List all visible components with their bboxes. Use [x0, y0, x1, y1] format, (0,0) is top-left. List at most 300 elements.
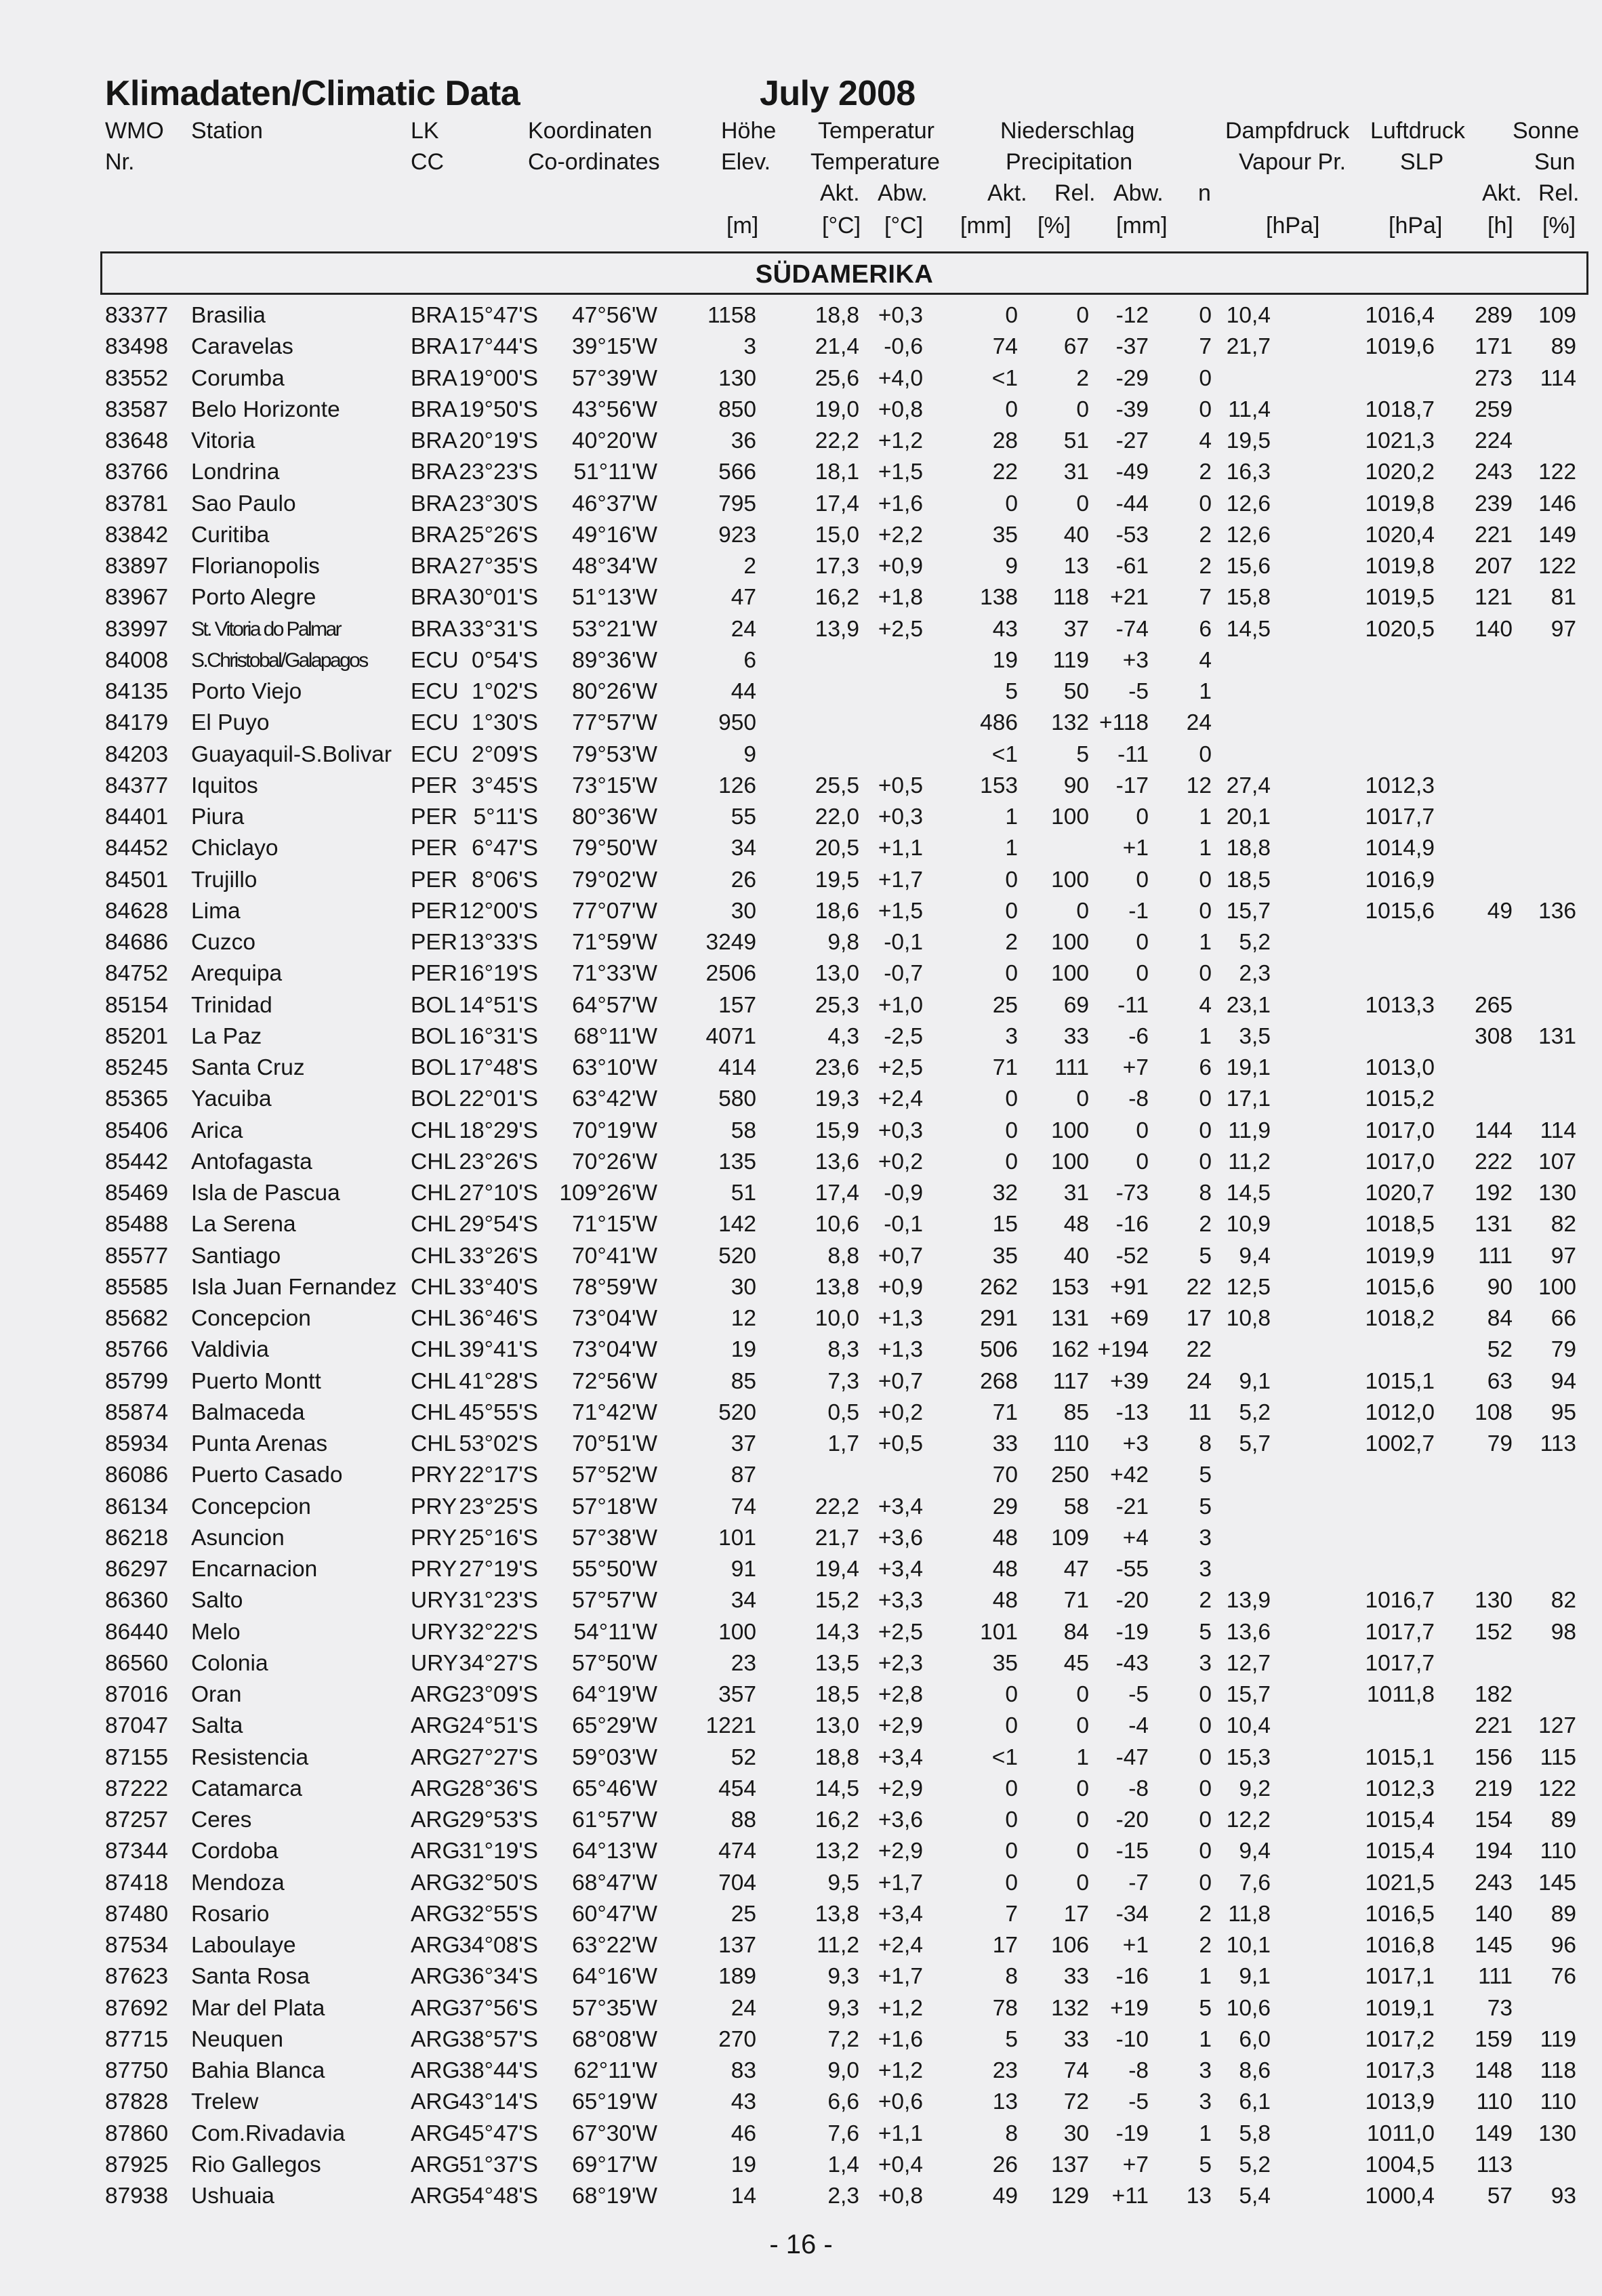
temp-deviation: -0,1: [884, 1212, 923, 1237]
station-name: Trelew: [191, 2089, 259, 2115]
sea-level-pressure: 1016,7: [1365, 1588, 1435, 1614]
elevation: 25: [731, 1901, 756, 1927]
precip-days: 0: [1199, 867, 1212, 893]
precip-actual: 74: [992, 334, 1018, 360]
station-name: St. Vitoria do Palmar: [191, 617, 340, 640]
sun-relative: 81: [1550, 585, 1576, 611]
precip-relative: 85: [1063, 1399, 1089, 1425]
station-name: Porto Viejo: [191, 679, 302, 704]
latitude: 17°48'S: [459, 1055, 538, 1080]
precip-deviation: -12: [1115, 303, 1149, 328]
precip-actual: 8: [1005, 1964, 1018, 1990]
precip-relative: 72: [1063, 2089, 1089, 2115]
precip-deviation: 0: [1136, 961, 1149, 987]
table-row: [0, 676, 1602, 708]
sun-relative: 95: [1550, 1399, 1576, 1425]
temp-deviation: +2,5: [878, 1055, 923, 1080]
table-row: [0, 1836, 1602, 1867]
precip-days: 0: [1199, 961, 1212, 987]
temp-deviation: +0,5: [878, 1431, 923, 1456]
sun-actual: 140: [1475, 1901, 1513, 1927]
table-row: [0, 1710, 1602, 1742]
longitude: 70°51'W: [572, 1431, 657, 1456]
latitude: 3°45'S: [471, 773, 538, 798]
vapour-pressure: 13,9: [1226, 1588, 1271, 1614]
temp-actual: 14,3: [815, 1619, 859, 1645]
sun-actual: 221: [1475, 1713, 1513, 1739]
precip-deviation: -55: [1115, 1557, 1149, 1582]
sun-actual: 154: [1475, 1807, 1513, 1832]
station-name: S.Christobal/Galapagos: [191, 649, 367, 672]
sea-level-pressure: 1020,5: [1365, 616, 1435, 642]
table-row: [0, 363, 1602, 394]
wmo-number: 86440: [105, 1619, 169, 1645]
vapour-pressure: 11,8: [1228, 1901, 1271, 1927]
vapour-pressure: 10,9: [1226, 1212, 1271, 1237]
header-prec-rel: Rel.: [1054, 180, 1096, 206]
precip-relative: 0: [1076, 491, 1089, 516]
temp-deviation: +3,4: [878, 1901, 923, 1927]
vapour-pressure: 5,7: [1239, 1431, 1271, 1456]
latitude: 38°57'S: [459, 2026, 538, 2052]
precip-actual: 262: [980, 1274, 1018, 1300]
sun-actual: 110: [1476, 2089, 1513, 2115]
station-name: Isla Juan Fernandez: [191, 1274, 397, 1300]
elevation: 43: [731, 2089, 756, 2115]
elevation: 157: [718, 992, 756, 1018]
temp-actual: 9,5: [827, 1870, 859, 1895]
precip-actual: 153: [980, 773, 1018, 798]
header-vapour: Vapour Pr.: [1239, 149, 1347, 175]
table-row: [0, 1334, 1602, 1366]
temp-actual: 18,6: [815, 898, 859, 924]
precip-deviation: -19: [1115, 2120, 1149, 2146]
sun-relative: 118: [1540, 2058, 1576, 2083]
precip-relative: 58: [1063, 1494, 1089, 1519]
elevation: 47: [731, 585, 756, 611]
temp-deviation: +3,6: [878, 1807, 923, 1832]
station-name: Santa Rosa: [191, 1964, 310, 1990]
wmo-number: 83377: [105, 303, 169, 328]
elevation: 51: [731, 1181, 756, 1206]
station-name: Antofagasta: [191, 1149, 312, 1174]
latitude: 13°33'S: [459, 930, 538, 955]
elevation: 189: [718, 1964, 756, 1990]
table-row: [0, 2087, 1602, 2118]
elevation: 130: [718, 365, 756, 391]
station-name: Balmaceda: [191, 1399, 305, 1425]
precip-deviation: -11: [1117, 741, 1149, 767]
latitude: 19°00'S: [459, 365, 538, 391]
table-row: [0, 833, 1602, 864]
table-row: [0, 1930, 1602, 1961]
precip-actual: <1: [991, 741, 1018, 767]
country-code: ARG: [411, 2152, 460, 2177]
latitude: 38°44'S: [459, 2058, 538, 2083]
country-code: ARG: [411, 2120, 460, 2146]
precip-deviation: -16: [1115, 1964, 1149, 1990]
longitude: 78°59'W: [572, 1274, 657, 1300]
sun-actual: 289: [1475, 303, 1513, 328]
sea-level-pressure: 1013,3: [1365, 992, 1435, 1018]
precip-deviation: +1: [1122, 1933, 1149, 1958]
station-name: Puerto Casado: [191, 1462, 343, 1488]
header-sun: Sun: [1534, 149, 1576, 175]
table-row: [0, 1648, 1602, 1679]
sea-level-pressure: 1015,6: [1365, 1274, 1435, 1300]
country-code: ARG: [411, 1713, 460, 1739]
wmo-number: 84008: [105, 647, 169, 673]
vapour-pressure: 10,8: [1226, 1306, 1271, 1331]
sun-actual: 259: [1475, 396, 1513, 422]
latitude: 23°09'S: [459, 1682, 538, 1707]
sun-relative: 76: [1550, 1964, 1576, 1990]
sun-relative: 82: [1550, 1212, 1576, 1237]
sea-level-pressure: 1015,1: [1365, 1744, 1435, 1770]
station-name: Mendoza: [191, 1870, 285, 1895]
temp-actual: 25,6: [815, 365, 859, 391]
elevation: 101: [718, 1525, 756, 1551]
country-code: ARG: [411, 2058, 460, 2083]
temp-actual: 16,2: [815, 585, 859, 611]
latitude: 5°11'S: [473, 804, 538, 829]
sun-relative: 145: [1538, 1870, 1576, 1895]
table-row: [0, 1961, 1602, 1992]
country-code: ECU: [411, 741, 459, 767]
unit-prec-abw: [mm]: [1116, 213, 1168, 239]
precip-days: 0: [1199, 365, 1212, 391]
sea-level-pressure: 1017,2: [1365, 2026, 1435, 2052]
wmo-number: 83842: [105, 522, 169, 548]
sun-actual: 265: [1475, 992, 1513, 1018]
precip-deviation: -8: [1128, 1776, 1149, 1801]
precip-days: 0: [1199, 1149, 1212, 1174]
precip-days: 0: [1199, 1839, 1212, 1864]
country-code: PRY: [411, 1462, 457, 1488]
temp-deviation: +2,2: [878, 522, 923, 548]
longitude: 57°18'W: [572, 1494, 657, 1519]
precip-relative: 153: [1051, 1274, 1089, 1300]
precip-relative: 40: [1063, 522, 1089, 548]
temp-actual: 9,8: [827, 930, 859, 955]
precip-days: 4: [1199, 428, 1212, 453]
precip-relative: 0: [1076, 1870, 1089, 1895]
sun-actual: 113: [1476, 2152, 1513, 2177]
country-code: PER: [411, 867, 457, 893]
temp-actual: 13,2: [815, 1839, 859, 1864]
temp-deviation: +3,4: [878, 1494, 923, 1519]
table-row: [0, 1021, 1602, 1052]
temp-actual: 17,4: [815, 1181, 859, 1206]
sun-actual: 130: [1475, 1588, 1513, 1614]
wmo-number: 85585: [105, 1274, 169, 1300]
sun-relative: 79: [1550, 1337, 1576, 1363]
country-code: PRY: [411, 1525, 457, 1551]
wmo-number: 87418: [105, 1870, 169, 1895]
longitude: 60°47'W: [572, 1901, 657, 1927]
vapour-pressure: 6,0: [1239, 2026, 1271, 2052]
header-temp-abw: Abw.: [878, 180, 928, 206]
latitude: 32°22'S: [459, 1619, 538, 1645]
precip-days: 1: [1199, 2120, 1212, 2146]
precip-actual: 33: [992, 1431, 1018, 1456]
elevation: 55: [731, 804, 756, 829]
vapour-pressure: 12,5: [1226, 1274, 1271, 1300]
elevation: 1158: [707, 303, 756, 328]
station-name: Sao Paulo: [191, 491, 296, 516]
longitude: 55°50'W: [572, 1557, 657, 1582]
station-name: Trujillo: [191, 867, 258, 893]
precip-days: 24: [1186, 710, 1212, 736]
precip-deviation: -4: [1128, 1713, 1149, 1739]
table-row: [0, 645, 1602, 676]
country-code: BRA: [411, 585, 457, 611]
precip-actual: 78: [992, 1995, 1018, 2021]
precip-relative: 90: [1063, 773, 1089, 798]
sun-relative: 113: [1540, 1431, 1576, 1456]
precip-deviation: +19: [1110, 1995, 1149, 2021]
latitude: 27°27'S: [459, 1744, 538, 1770]
vapour-pressure: 10,4: [1226, 303, 1271, 328]
latitude: 16°19'S: [459, 961, 538, 987]
precip-deviation: +118: [1099, 710, 1149, 736]
precip-actual: 291: [980, 1306, 1018, 1331]
precip-actual: 101: [980, 1619, 1018, 1645]
table-row: [0, 2150, 1602, 2181]
longitude: 65°46'W: [572, 1776, 657, 1801]
sun-actual: 84: [1487, 1306, 1513, 1331]
precip-relative: 33: [1063, 1023, 1089, 1049]
precip-days: 0: [1199, 1807, 1212, 1832]
elevation: 520: [718, 1399, 756, 1425]
sun-relative: 122: [1538, 459, 1576, 485]
country-code: CHL: [411, 1399, 457, 1425]
sea-level-pressure: 1015,4: [1365, 1839, 1435, 1864]
vapour-pressure: 10,4: [1226, 1713, 1271, 1739]
sun-relative: 89: [1550, 1807, 1576, 1832]
temp-actual: 14,5: [815, 1776, 859, 1801]
precip-relative: 47: [1063, 1557, 1089, 1582]
latitude: 19°50'S: [459, 396, 538, 422]
elevation: 23: [731, 1650, 756, 1676]
sea-level-pressure: 1017,7: [1365, 804, 1435, 829]
temp-deviation: +1,8: [878, 585, 923, 611]
precip-relative: 1: [1076, 1744, 1089, 1770]
country-code: BRA: [411, 334, 457, 360]
precip-actual: 486: [980, 710, 1018, 736]
precip-relative: 117: [1052, 1368, 1089, 1394]
elevation: 91: [731, 1557, 756, 1582]
wmo-number: 84401: [105, 804, 169, 829]
station-name: Concepcion: [191, 1494, 311, 1519]
latitude: 31°19'S: [459, 1839, 538, 1864]
temp-deviation: +0,8: [878, 396, 923, 422]
document-title: Klimadaten/Climatic Data: [105, 74, 520, 113]
wmo-number: 87222: [105, 1776, 169, 1801]
wmo-number: 84179: [105, 710, 169, 736]
temp-actual: 8,8: [827, 1243, 859, 1269]
header-wmo: WMO: [105, 118, 164, 144]
temp-actual: 13,5: [815, 1650, 859, 1676]
temp-deviation: +2,5: [878, 1619, 923, 1645]
station-name: Ushuaia: [191, 2184, 274, 2209]
longitude: 64°57'W: [572, 992, 657, 1018]
vapour-pressure: 9,4: [1239, 1839, 1271, 1864]
temp-deviation: +1,3: [878, 1337, 923, 1363]
table-row: [0, 1993, 1602, 2024]
elevation: 83: [731, 2058, 756, 2083]
precip-actual: 0: [1005, 491, 1018, 516]
vapour-pressure: 5,2: [1239, 1399, 1271, 1425]
latitude: 27°19'S: [459, 1557, 538, 1582]
sea-level-pressure: 1019,9: [1365, 1243, 1435, 1269]
precip-deviation: +7: [1122, 1055, 1149, 1080]
precip-deviation: +69: [1110, 1306, 1149, 1331]
wmo-number: 83498: [105, 334, 169, 360]
precip-days: 5: [1199, 1494, 1212, 1519]
elevation: 14: [731, 2184, 756, 2209]
temp-deviation: +2,9: [878, 1776, 923, 1801]
sun-relative: 94: [1550, 1368, 1576, 1394]
header-dampfdruck: Dampfdruck: [1225, 118, 1350, 144]
country-code: PRY: [411, 1494, 457, 1519]
precip-days: 0: [1199, 741, 1212, 767]
temp-actual: 18,8: [815, 1744, 859, 1770]
precip-deviation: -37: [1115, 334, 1149, 360]
precip-relative: 100: [1051, 930, 1089, 955]
latitude: 32°50'S: [459, 1870, 538, 1895]
station-name: Santa Cruz: [191, 1055, 305, 1080]
station-name: Guayaquil-S.Bolivar: [191, 741, 392, 767]
vapour-pressure: 18,5: [1226, 867, 1271, 893]
precip-deviation: -43: [1115, 1650, 1149, 1676]
precip-relative: 0: [1076, 1713, 1089, 1739]
precip-days: 6: [1199, 616, 1212, 642]
latitude: 54°48'S: [459, 2184, 538, 2209]
sea-level-pressure: 1011,8: [1367, 1682, 1435, 1707]
latitude: 53°02'S: [459, 1431, 538, 1456]
longitude: 57°50'W: [572, 1650, 657, 1676]
temp-actual: 7,6: [827, 2120, 859, 2146]
latitude: 22°17'S: [459, 1462, 538, 1488]
temp-actual: 9,3: [827, 1995, 859, 2021]
precip-relative: 31: [1063, 459, 1089, 485]
country-code: ECU: [411, 679, 459, 704]
longitude: 62°11'W: [573, 2058, 657, 2083]
precip-actual: 15: [992, 1212, 1018, 1237]
temp-deviation: +2,9: [878, 1839, 923, 1864]
elevation: 850: [718, 396, 756, 422]
temp-actual: 1,7: [827, 1431, 859, 1456]
precip-actual: <1: [991, 1744, 1018, 1770]
longitude: 79°02'W: [572, 867, 657, 893]
precip-deviation: -27: [1115, 428, 1149, 453]
precip-actual: 0: [1005, 867, 1018, 893]
country-code: CHL: [411, 1368, 457, 1394]
precip-days: 0: [1199, 898, 1212, 924]
temp-actual: 6,6: [827, 2089, 859, 2115]
wmo-number: 85577: [105, 1243, 169, 1269]
vapour-pressure: 21,7: [1226, 334, 1271, 360]
temp-actual: 13,0: [815, 961, 859, 987]
precip-days: 1: [1199, 1964, 1212, 1990]
temp-actual: 1,4: [827, 2152, 859, 2177]
precip-deviation: -52: [1115, 1243, 1149, 1269]
precip-actual: <1: [991, 365, 1018, 391]
vapour-pressure: 19,1: [1226, 1055, 1271, 1080]
temp-deviation: +1,2: [878, 428, 923, 453]
precip-relative: 118: [1052, 585, 1089, 611]
vapour-pressure: 9,1: [1239, 1964, 1271, 1990]
precip-relative: 13: [1063, 554, 1089, 579]
precip-actual: 268: [980, 1368, 1018, 1394]
sea-level-pressure: 1016,8: [1365, 1933, 1435, 1958]
header-nr: Nr.: [105, 149, 135, 175]
elevation: 923: [718, 522, 756, 548]
elevation: 85: [731, 1368, 756, 1394]
sea-level-pressure: 1012,3: [1365, 773, 1435, 798]
sun-actual: 111: [1478, 1243, 1513, 1269]
latitude: 33°26'S: [459, 1243, 538, 1269]
precip-relative: 40: [1063, 1243, 1089, 1269]
temp-actual: 17,4: [815, 491, 859, 516]
wmo-number: 85442: [105, 1149, 169, 1174]
unit-prec-akt: [mm]: [960, 213, 1012, 239]
country-code: BRA: [411, 616, 457, 642]
latitude: 27°35'S: [459, 554, 538, 579]
wmo-number: 83997: [105, 616, 169, 642]
temp-deviation: +1,7: [878, 1870, 923, 1895]
precip-days: 2: [1199, 522, 1212, 548]
header-elev: Elev.: [721, 149, 771, 175]
wmo-number: 85799: [105, 1368, 169, 1394]
wmo-number: 86086: [105, 1462, 169, 1488]
sun-relative: 107: [1538, 1149, 1576, 1174]
elevation: 580: [718, 1086, 756, 1112]
longitude: 68°19'W: [572, 2184, 657, 2209]
vapour-pressure: 6,1: [1239, 2089, 1271, 2115]
elevation: 950: [718, 710, 756, 736]
latitude: 34°27'S: [459, 1650, 538, 1676]
unit-temp-abw: [°C]: [884, 213, 924, 239]
precip-deviation: -53: [1115, 522, 1149, 548]
sea-level-pressure: 1015,6: [1365, 898, 1435, 924]
table-row: [0, 2181, 1602, 2212]
precip-days: 1: [1199, 2026, 1212, 2052]
vapour-pressure: 3,5: [1239, 1023, 1271, 1049]
sun-actual: 224: [1475, 428, 1513, 453]
wmo-number: 83897: [105, 554, 169, 579]
temp-deviation: +1,3: [878, 1306, 923, 1331]
vapour-pressure: 17,1: [1226, 1086, 1271, 1112]
header-temp-akt: Akt.: [820, 180, 860, 206]
temp-deviation: +1,6: [878, 491, 923, 516]
country-code: BRA: [411, 554, 457, 579]
unit-prec-rel: [%]: [1038, 213, 1071, 239]
temp-actual: 22,0: [815, 804, 859, 829]
vapour-pressure: 14,5: [1226, 616, 1271, 642]
precip-actual: 48: [992, 1525, 1018, 1551]
country-code: BRA: [411, 491, 457, 516]
sun-actual: 182: [1475, 1682, 1513, 1707]
table-row: [0, 1742, 1602, 1774]
longitude: 59°03'W: [572, 1744, 657, 1770]
temp-deviation: -0,6: [884, 334, 923, 360]
vapour-pressure: 5,4: [1239, 2184, 1271, 2209]
temp-actual: 22,2: [815, 428, 859, 453]
unit-slp: [hPa]: [1389, 213, 1443, 239]
latitude: 29°54'S: [459, 1212, 538, 1237]
